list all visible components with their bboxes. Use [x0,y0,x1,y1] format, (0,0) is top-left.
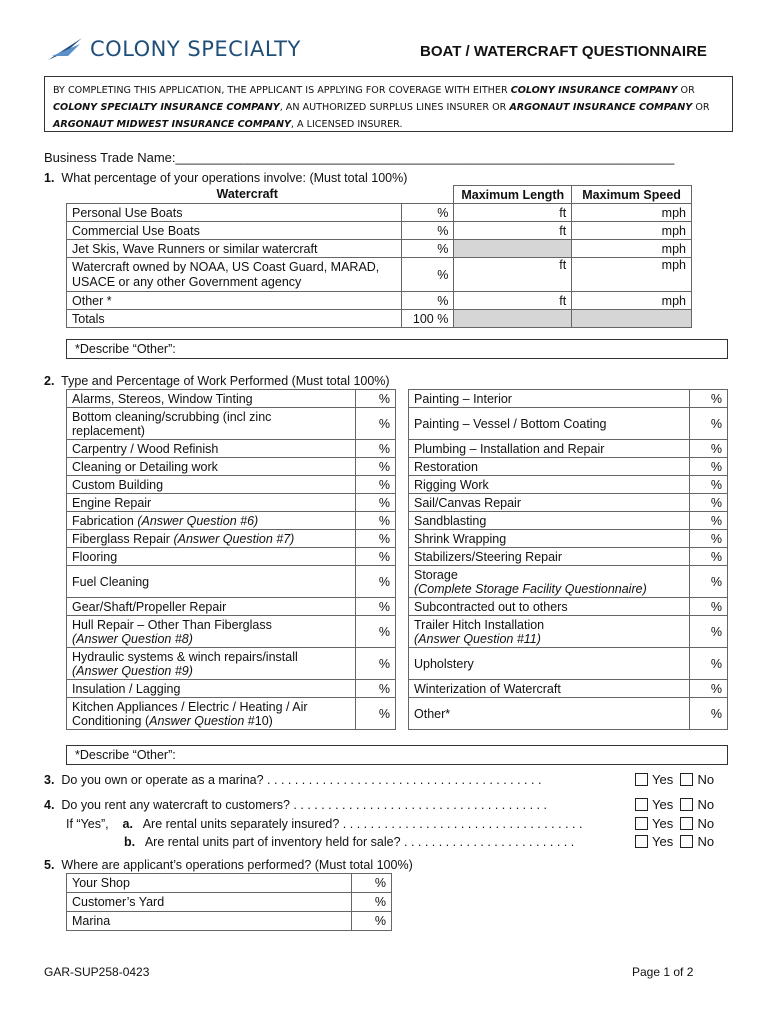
col-max-speed: Maximum Speed [572,186,692,204]
table-row[interactable]: Insulation / Lagging % [67,680,396,698]
table-row[interactable]: Other* % [409,698,728,730]
applicant-notice: BY COMPLETING THIS APPLICATION, THE APPLICANT IS APPLYING FOR COVERAGE WITH EITHER COLONY INSURANCE COMPANY OR COLONY SPECIALTY INSURANCE COMPANY, AN AUTHORIZED SURPLUS LINES INSURER OR ARGONAUT INSURANCE COMPANY OR ARGONAUT MIDWEST INSURANCE COMPANY, A LICENSED INSURER. [44,76,733,132]
question-5: 5. Where are applicant’s operations performed? (Must total 100%) [44,858,413,872]
table-row[interactable]: Restoration % [409,458,728,476]
q4a-yes-no: Yes No [635,816,714,831]
question-1: 1. What percentage of your operations involve: (Must total 100%) [44,171,408,185]
table-row[interactable]: Your Shop % [67,874,392,893]
q4-no-checkbox[interactable] [680,798,693,811]
q3-yes-no: Yes No [635,772,714,787]
q4b-yes-checkbox[interactable] [635,835,648,848]
table-row[interactable]: Commercial Use Boats % ft mph [67,222,692,240]
table-row[interactable]: Flooring % [67,548,396,566]
table-row[interactable]: Jet Skis, Wave Runners or similar watercraft % mph [67,240,692,258]
table-row[interactable]: Alarms, Stereos, Window Tinting % [67,390,396,408]
q4-yes-checkbox[interactable] [635,798,648,811]
question-4: 4. Do you rent any watercraft to customers? . . . . . . . . . . . . . . . . . . . . . . . . . . . . . . . . . . . . . [44,798,547,812]
table-row[interactable]: Trailer Hitch Installation (Answer Question #11) % [409,616,728,648]
table-row[interactable]: Painting – Vessel / Bottom Coating % [409,408,728,440]
table-row[interactable]: Personal Use Boats % ft mph [67,204,692,222]
q3-yes-checkbox[interactable] [635,773,648,786]
business-trade-name-field[interactable]: Business Trade Name:_____________________________________________________________________ [44,150,675,165]
table-row[interactable]: Sail/Canvas Repair % [409,494,728,512]
question-4b: b. Are rental units part of inventory held for sale? . . . . . . . . . . . . . . . . . . . . . . . . . [124,835,575,849]
table-row[interactable]: Hydraulic systems & winch repairs/install (Answer Question #9) % [67,648,396,680]
work-table-left [66,389,396,730]
table-row[interactable]: Engine Repair % [67,494,396,512]
work-table-right [408,389,728,730]
table-row[interactable]: Subcontracted out to others % [409,598,728,616]
table-row[interactable]: Carpentry / Wood Refinish % [67,440,396,458]
table-row[interactable]: Custom Building % [67,476,396,494]
table-row[interactable]: Bottom cleaning/scrubbing (incl zinc replacement) % [67,408,396,440]
table-row[interactable]: Customer’s Yard % [67,893,392,912]
table-row[interactable]: Gear/Shaft/Propeller Repair % [67,598,396,616]
table-row[interactable]: Sandblasting % [409,512,728,530]
table-row[interactable]: Rigging Work % [409,476,728,494]
q4b-no-checkbox[interactable] [680,835,693,848]
q4-yes-no: Yes No [635,797,714,812]
table-row[interactable]: Watercraft owned by NOAA, US Coast Guard, MARAD, USACE or any other Government agency % ft mph [67,258,692,292]
logo-text: COLONY SPECIALTY [90,37,301,61]
table-row[interactable]: Fuel Cleaning % [67,566,396,598]
table-row[interactable]: Shrink Wrapping % [409,530,728,548]
table-row[interactable]: Cleaning or Detailing work % [67,458,396,476]
table-row[interactable]: Fiberglass Repair (Answer Question #7) % [67,530,396,548]
table-row[interactable]: Marina % [67,912,392,931]
col-watercraft: Watercraft [216,187,278,202]
describe-other-field-2[interactable]: *Describe “Other”: [66,745,728,765]
table-row[interactable]: Painting – Interior % [409,390,728,408]
form-code: GAR-SUP258-0423 [44,965,150,979]
table-row[interactable]: Winterization of Watercraft % [409,680,728,698]
col-max-length: Maximum Length [454,186,572,204]
question-4a: If “Yes”, a. Are rental units separately insured? . . . . . . . . . . . . . . . . . . . . . . . . . . . . . . . . . . . [66,817,583,831]
totals-row: Totals 100 % [67,310,692,328]
page-title: BOAT / WATERCRAFT QUESTIONNAIRE [420,43,707,60]
company-logo [46,36,301,62]
watercraft-table [66,185,692,328]
table-row[interactable]: Upholstery % [409,648,728,680]
swoosh-logo-icon [46,36,84,62]
describe-other-field-1[interactable]: *Describe “Other”: [66,339,728,359]
table-row[interactable]: Fabrication (Answer Question #6) % [67,512,396,530]
q4a-yes-checkbox[interactable] [635,817,648,830]
table-row[interactable]: Kitchen Appliances / Electric / Heating / Air Conditioning (Answer Question #10) % [67,698,396,730]
table-row[interactable]: Plumbing – Installation and Repair % [409,440,728,458]
question-3: 3. Do you own or operate as a marina? . . . . . . . . . . . . . . . . . . . . . . . . . . . . . . . . . . . . . . . . [44,773,542,787]
operations-location-table [66,873,392,931]
q3-no-checkbox[interactable] [680,773,693,786]
table-row[interactable]: Hull Repair – Other Than Fiberglass (Answer Question #8) % [67,616,396,648]
table-row[interactable]: Stabilizers/Steering Repair % [409,548,728,566]
q4a-no-checkbox[interactable] [680,817,693,830]
question-2: 2. Type and Percentage of Work Performed (Must total 100%) [44,374,390,388]
q4b-yes-no: Yes No [635,834,714,849]
page-number: Page 1 of 2 [632,965,694,979]
table-row[interactable]: Other * % ft mph [67,292,692,310]
table-row[interactable]: Storage (Complete Storage Facility Questionnaire) % [409,566,728,598]
